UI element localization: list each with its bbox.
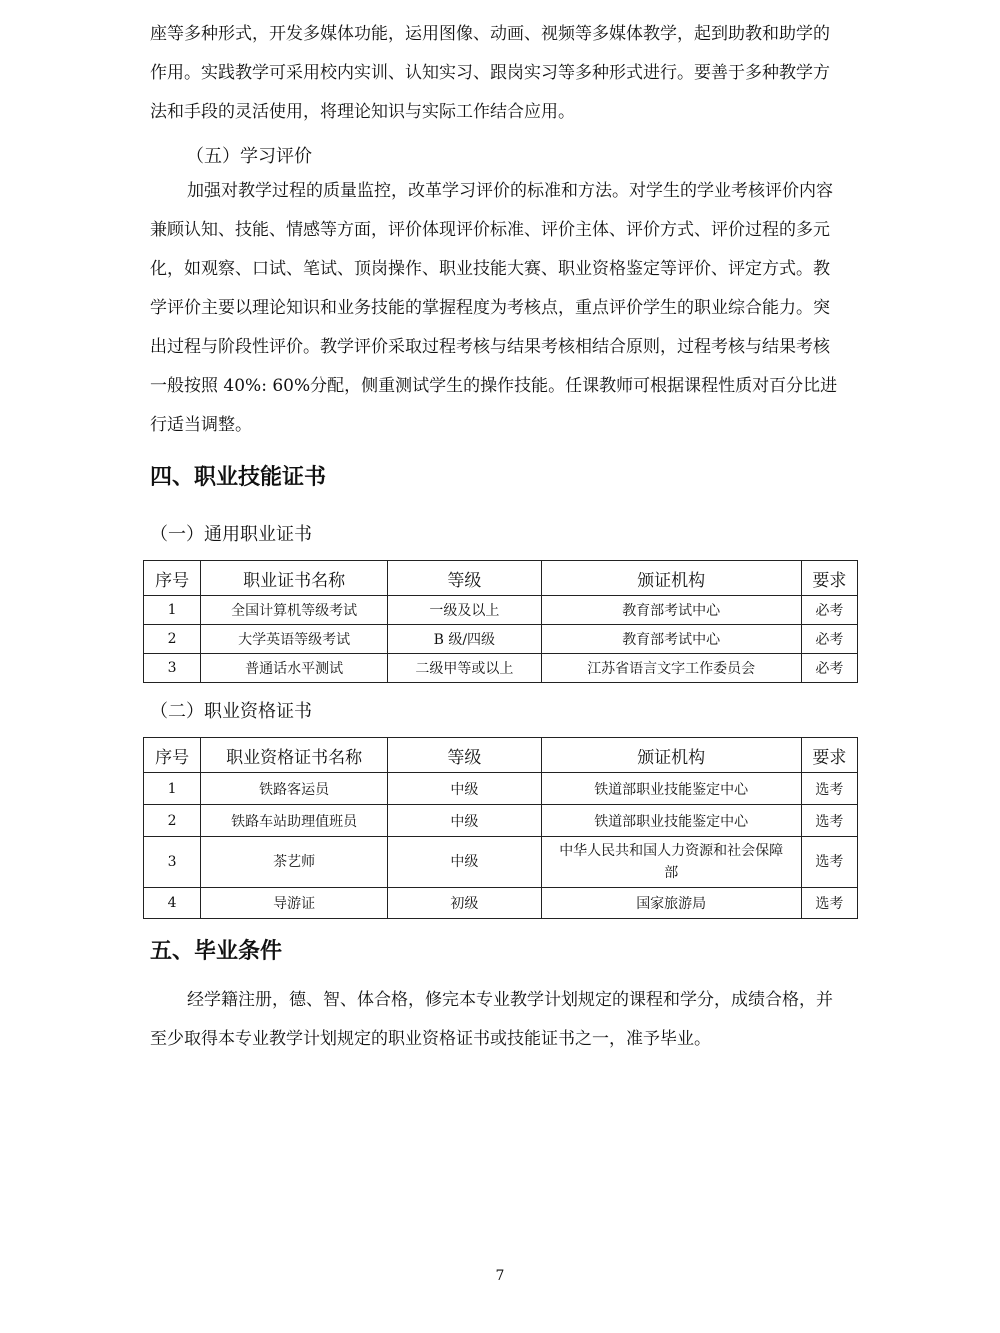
- table-cell: 1: [144, 773, 201, 805]
- text-line: 出过程与阶段性评价。教学评价采取过程考核与结果考核相结合原则，过程考核与结果考核: [150, 337, 830, 357]
- table-cell: 导游证: [201, 888, 388, 919]
- table-cell: 中级: [388, 773, 542, 805]
- intro-paragraph: [150, 15, 858, 132]
- table-cell: 选考: [801, 805, 857, 837]
- table-cell: 铁道部职业技能鉴定中心: [541, 773, 801, 805]
- section-heading-certificates: 四、职业技能证书: [150, 465, 327, 490]
- table-cell: 3: [144, 837, 201, 888]
- qualification-certificates-table: [143, 737, 858, 919]
- table-row: [144, 625, 858, 654]
- table-cell: 必考: [801, 654, 857, 683]
- header-cell: 要求: [801, 738, 857, 773]
- text-line: 经学籍注册，德、智、体合格，修完本专业教学计划规定的课程和学分，成绩合格，并: [187, 990, 833, 1010]
- header-cell: 等级: [388, 561, 542, 596]
- table-cell: 江苏省语言文字工作委员会: [541, 654, 801, 683]
- table-cell: 铁路客运员: [201, 773, 388, 805]
- table-cell: 3: [144, 654, 201, 683]
- header-cell: 等级: [388, 738, 542, 773]
- general-certificates-heading: （一）通用职业证书: [150, 524, 312, 545]
- table-cell: 中级: [388, 805, 542, 837]
- table-cell: 二级甲等或以上: [388, 654, 542, 683]
- learning-evaluation-paragraph: [150, 172, 858, 445]
- table-row: [144, 773, 858, 805]
- page-number: 7: [495, 1268, 505, 1284]
- text-line: 学评价主要以理论知识和业务技能的掌握程度为考核点，重点评价学生的职业综合能力。突: [150, 298, 830, 318]
- table-cell: 教育部考试中心: [541, 596, 801, 625]
- text-line: 一般按照 40%: 60%分配，侧重测试学生的操作技能。任课教师可根据课程性质对百分比进: [150, 376, 838, 396]
- table-cell: 普通话水平测试: [201, 654, 388, 683]
- table-cell: 选考: [801, 773, 857, 805]
- learning-evaluation-heading: （五）学习评价: [186, 146, 312, 167]
- table-cell: 初级: [388, 888, 542, 919]
- text-line: 至少取得本专业教学计划规定的职业资格证书或技能证书之一，准予毕业。: [150, 1029, 711, 1049]
- text-line: 座等多种形式，开发多媒体功能，运用图像、动画、视频等多媒体教学，起到助教和助学的: [150, 24, 830, 44]
- header-cell: 要求: [801, 561, 857, 596]
- header-cell: 序号: [144, 561, 201, 596]
- text-line: 化，如观察、口试、笔试、顶岗操作、职业技能大赛、职业资格鉴定等评价、评定方式。教: [150, 259, 830, 279]
- table-cell: 2: [144, 805, 201, 837]
- text-line: 加强对教学过程的质量监控，改革学习评价的标准和方法。对学生的学业考核评价内容: [187, 181, 833, 201]
- table-cell: 国家旅游局: [541, 888, 801, 919]
- header-cell: 颁证机构: [541, 738, 801, 773]
- table-cell: 大学英语等级考试: [201, 625, 388, 654]
- table-header-row: [144, 738, 858, 773]
- table-cell: 必考: [801, 625, 857, 654]
- graduation-paragraph: [150, 981, 858, 1059]
- table-cell: 2: [144, 625, 201, 654]
- table-cell: 全国计算机等级考试: [201, 596, 388, 625]
- table-row: [144, 888, 858, 919]
- table-row: [144, 805, 858, 837]
- table-cell: 中华人民共和国人力资源和社会保障部: [541, 837, 801, 888]
- header-cell: 颁证机构: [541, 561, 801, 596]
- text-line: 作用。实践教学可采用校内实训、认知实习、跟岗实习等多种形式进行。要善于多种教学方: [150, 63, 830, 83]
- table-cell: 一级及以上: [388, 596, 542, 625]
- table-row: [144, 654, 858, 683]
- header-cell: 职业证书名称: [201, 561, 388, 596]
- table-cell: 铁路车站助理值班员: [201, 805, 388, 837]
- table-cell: 铁道部职业技能鉴定中心: [541, 805, 801, 837]
- text-line: 法和手段的灵活使用，将理论知识与实际工作结合应用。: [150, 102, 575, 122]
- text-line: 行适当调整。: [150, 415, 252, 435]
- table-cell: 茶艺师: [201, 837, 388, 888]
- table-cell: 选考: [801, 888, 857, 919]
- header-cell: 序号: [144, 738, 201, 773]
- table-cell: 4: [144, 888, 201, 919]
- table-cell: 中级: [388, 837, 542, 888]
- table-row: [144, 837, 858, 888]
- section-heading-graduation: 五、毕业条件: [150, 939, 283, 964]
- table-cell: B 级/四级: [388, 625, 542, 654]
- table-cell: 必考: [801, 596, 857, 625]
- text-line: 兼顾认知、技能、情感等方面，评价体现评价标准、评价主体、评价方式、评价过程的多元: [150, 220, 830, 240]
- qualification-certificates-heading: （二）职业资格证书: [150, 701, 312, 722]
- table-cell: 教育部考试中心: [541, 625, 801, 654]
- general-certificates-table: [143, 560, 858, 683]
- table-header-row: [144, 561, 858, 596]
- table-row: [144, 596, 858, 625]
- header-cell: 职业资格证书名称: [201, 738, 388, 773]
- table-cell: 1: [144, 596, 201, 625]
- table-cell: 选考: [801, 837, 857, 888]
